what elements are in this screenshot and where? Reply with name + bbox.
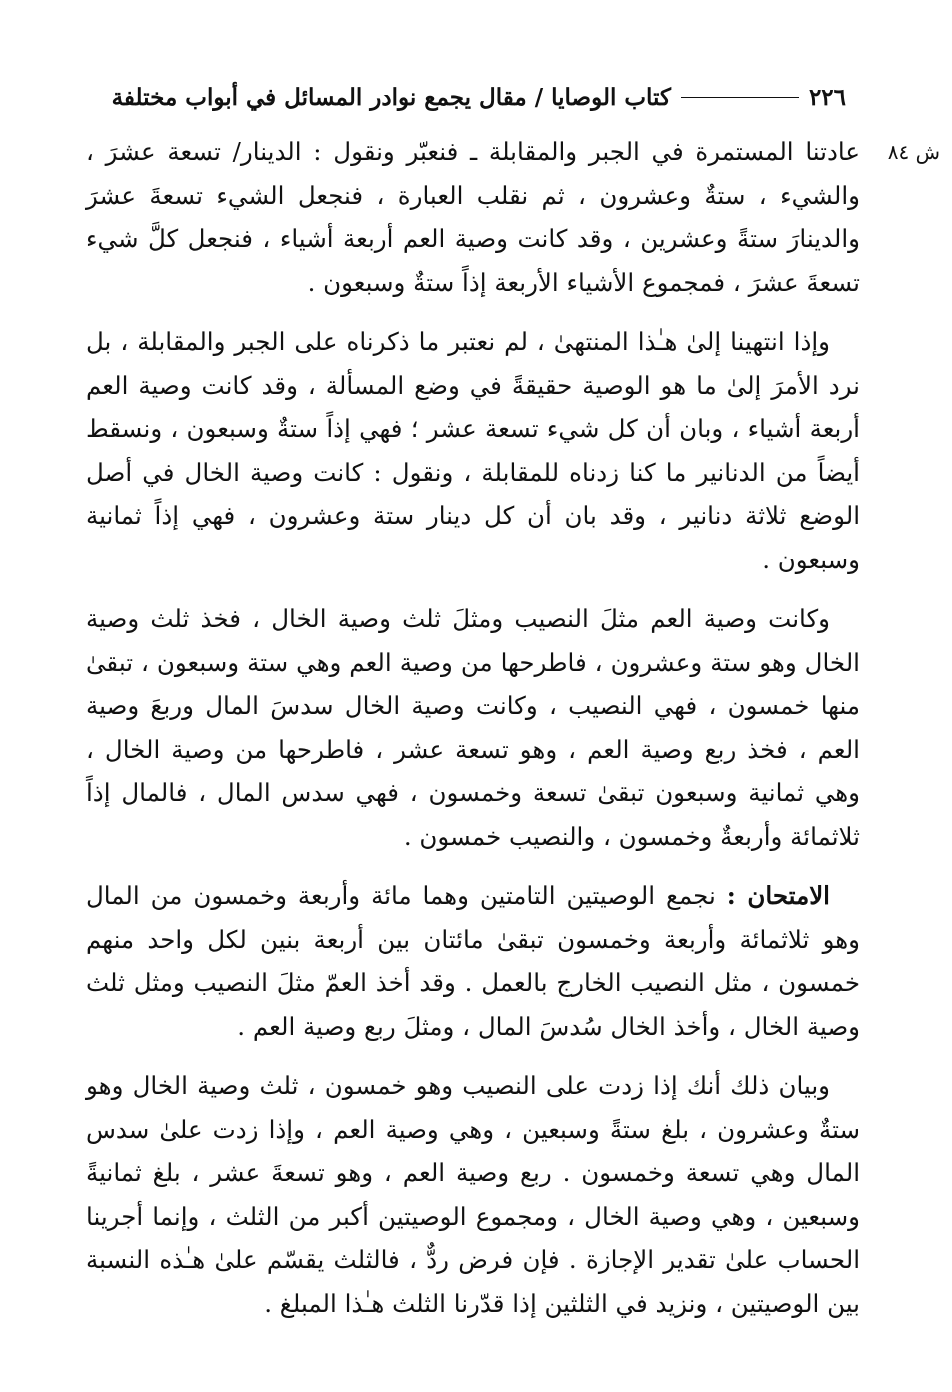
margin-note: ش ٨٤ xyxy=(887,140,940,164)
page-number: ٢٢٦ xyxy=(808,83,846,111)
page-header xyxy=(86,74,846,120)
exam-heading: الامتحان : xyxy=(726,881,830,910)
exam-text: نجمع الوصيتين التامتين وهما مائة وأربعة وخمسون من المال وهو ثلاثمائة وأربعة وخمسون تبقىٰ مائتان بين أربعة بنين لكل واحد منهم خمسون ، مثل النصيب الخارج بالعمل . وقد أخذ العمّ مثلَ النصيب ومثل ثلث وصية الخال ، وأخذ الخال سُدسَ المال ، ومثلَ ربع وصية العم . xyxy=(86,881,860,1041)
paragraph: وبيان ذلك أنك إذا زدت على النصيب وهو خمسون ، ثلث وصية الخال وهو ستةٌ وعشرون ، بلغ ستةً وسبعين ، وهي وصية العم ، وإذا زدت علىٰ سدس المال وهي تسعة وخمسون . ربع وصية العم ، وهو تسعةَ عشر ، بلغ ثمانيةً وسبعين ، وهي وصية الخال ، ومجموع الوصيتين أكبر من الثلث ، وإنما أجرينا الحساب علىٰ تقدير الإجازة . فإن فرض ردٌّ ، فالثلث يقسّم علىٰ هـٰذه النسبة بين الوصيتين ، ونزيد في الثلثين إذا قدّرنا الثلث هـٰذا المبلغ . xyxy=(86,1071,860,1318)
paragraph: عادتنا المستمرة في الجبر والمقابلة ـ فنعبّر ونقول : الدينار/ تسعة عشرَ ، والشيء ، ستةٌ وعشرون ، ثم نقلب العبارة ، فنجعل الشيء تسعةَ عشرَ والدينارَ ستةً وعشرين ، وقد كانت وصية العم أربعة أشياء ، فنجعل كلَّ شيء تسعةَ عشرَ ، فمجموع الأشياء الأربعة إذاً ستةٌ وسبعون . xyxy=(86,137,860,297)
body-text xyxy=(86,130,860,1341)
exam-paragraph xyxy=(86,874,860,1048)
header-rule xyxy=(681,97,799,98)
running-title: كتاب الوصايا / مقال يجمع نوادر المسائل في أبواب مختلفة xyxy=(111,83,671,111)
paragraph: وإذا انتهينا إلىٰ هـٰذا المنتهىٰ ، لم نعتبر ما ذكرناه على الجبر والمقابلة ، بل نرد الأمرَ إلىٰ ما هو الوصية حقيقةً في وضع المسألة ، وقد كانت وصية العم أربعة أشياء ، وبان أن كل شيء تسعة عشر ؛ فهي إذاً ستةٌ وسبعون ، ونسقط أيضاً من الدنانير ما كنا زدناه للمقابلة ، ونقول : كانت وصية الخال في أصل الوضع ثلاثة دنانير ، وقد بان أن كل دينار ستة وعشرون ، فهي إذاً ثمانية وسبعون . xyxy=(86,327,860,574)
paragraph: وكانت وصية العم مثلَ النصيب ومثلَ ثلث وصية الخال ، فخذ ثلث وصية الخال وهو ستة وعشرون ، فاطرحها من وصية العم وهي ستة وسبعون ، تبقىٰ منها خمسون ، فهي النصيب ، وكانت وصية الخال سدسَ المال وربعَ وصية العم ، فخذ ربع وصية العم ، وهو تسعة عشر ، فاطرحها من وصية الخال ، وهي ثمانية وسبعون تبقىٰ تسعة وخمسون ، فهي سدس المال ، فالمال إذاً ثلاثمائة وأربعةٌ وخمسون ، والنصيب خمسون . xyxy=(86,604,860,851)
